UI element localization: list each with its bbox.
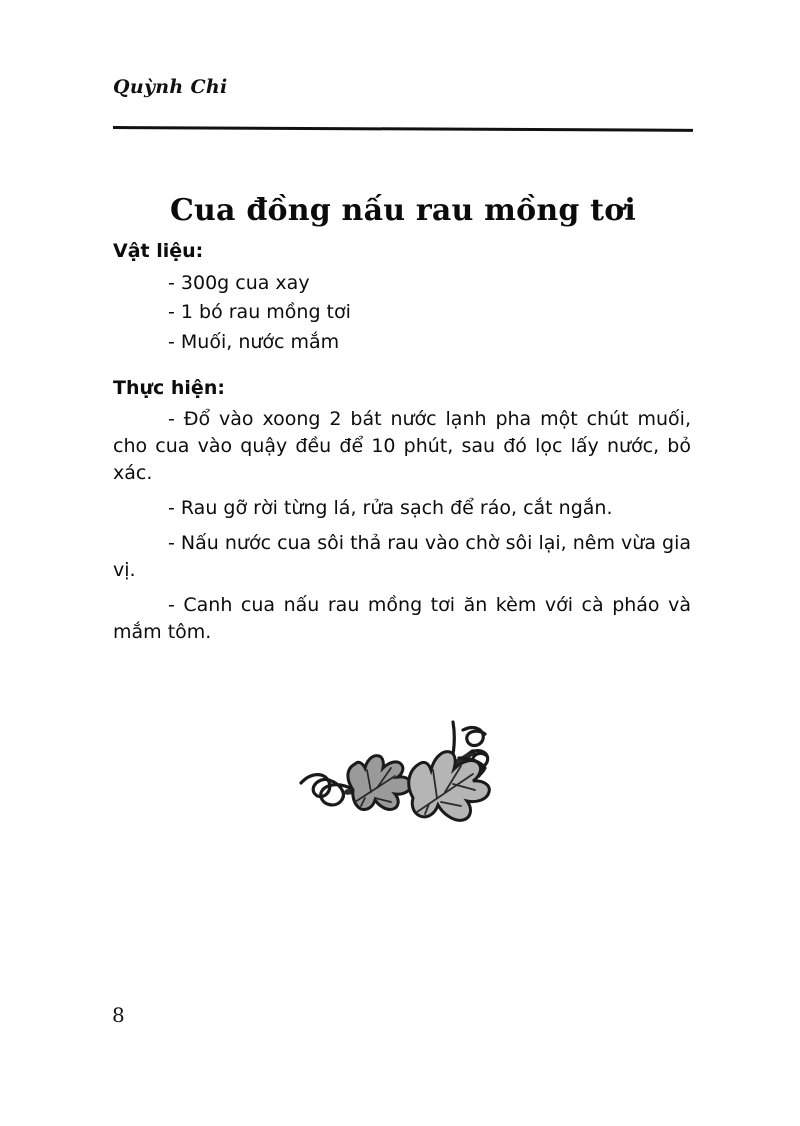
step-paragraph: - Nấu nước cua sôi thả rau vào chờ sôi lại, nêm vừa gia vị. (113, 531, 691, 581)
step-paragraph: - Đổ vào xoong 2 bát nước lạnh pha một chút muối, cho cua vào quậy đều để 10 phút, sau đó lọc lấy nước, bỏ xác. (113, 407, 691, 484)
step-paragraph: - Rau gỡ rời từng lá, rửa sạch để ráo, cắt ngắn. (168, 496, 613, 519)
spacer (113, 367, 691, 377)
step-paragraph: - Canh cua nấu rau mồng tơi ăn kèm với cà pháo và mắm tôm. (113, 593, 691, 643)
list-item: - 300g cua xay (168, 271, 310, 294)
preparation-steps (113, 406, 691, 646)
running-header-author: Quỳnh Chi (113, 76, 228, 98)
preparation-heading: Thực hiện: (113, 377, 225, 400)
page-number: 8 (112, 1003, 125, 1027)
list-item: - 1 bó rau mồng tơi (168, 301, 351, 324)
recipe-body (113, 240, 691, 654)
recipe-title: Cua đồng nấu rau mồng tơi (169, 193, 637, 229)
list-item: - Muối, nước mắm (168, 330, 340, 353)
header-divider-rule (113, 126, 693, 132)
vine-leaves-ornament (295, 706, 525, 841)
ingredients-list (113, 269, 691, 357)
ingredients-heading: Vật liệu: (113, 240, 204, 262)
